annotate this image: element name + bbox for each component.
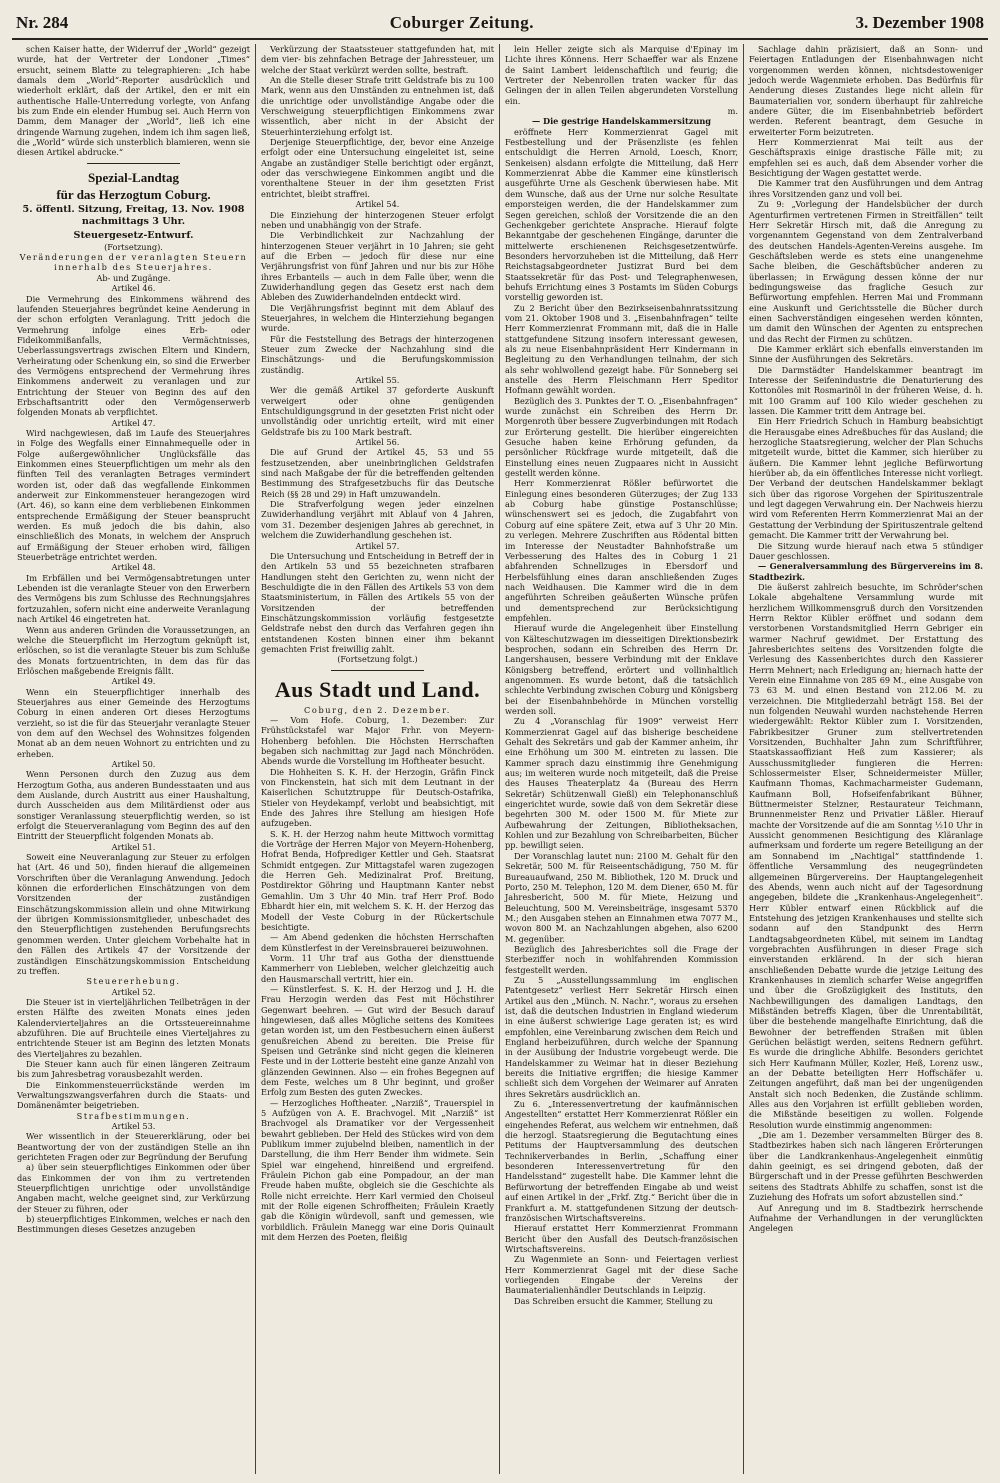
paragraph: S. K. H. der Herzog nahm heute Mittwoch vormittag die Vorträge der Herren Major von Meyern-Hohenberg, Hofrat Benda, Hofprediger Kettler und Geh. Staatsrat Schmidt entgegen. Zur Mittagstafel waren zugezogen die Herren Geh. Medizinalrat Prof. Breitung, Postdirektor Göhring und Hauptmann Kanter nebst Gemahlin. Um 3 Uhr 40 Min. traf Herr Prof. Bodo Ebhardt hier ein, mit welchem S. K. H. der Herzog das Modell der Veste Coburg in der Rückertschule besichtigte.: [261, 828, 494, 932]
article-number: Artikel 53.: [111, 1121, 156, 1131]
paragraph: a) über sein steuerpflichtiges Einkommen oder über das Einkommen der von ihm zu vertretenden Steuerpflichtigen unrichtige oder unvollständige Angaben macht, welche geeignet sind, zur Verkürzung der Steuer zu führen, oder: [17, 1162, 250, 1214]
paragraph: Die Kammer trat den Ausführungen und dem Antrag ihres Vorsitzenden ganz und voll bei.: [749, 178, 983, 199]
paragraph: Die Einziehung der hinterzogenen Steuer erfolgt neben und unabhängig von der Strafe.: [261, 209, 494, 230]
author-initial: m.: [727, 106, 738, 117]
paragraph: Wer wissentlich in der Steuererklärung, oder bei Beantwortung der von der zuständigen Stelle an ihn gerichteten Fragen oder zur Begründung der Berufung: [17, 1131, 250, 1163]
paragraph: — Am Abend gedenken die höchsten Herrschaften dem Künstlerfest in der Vereinsbrauerei beizuwohnen.: [261, 932, 494, 953]
paragraph: „Die am 1. Dezember versammelten Bürger des 8. Stadtbezirkes haben sich nach längeren Erörterungen über die Landkrankenhaus-Angelegenheit einmütig dahin geeinigt, es sei dringend geboten, daß der Bürgerschaft und in der Presse geführten Beschwerden seitens des Stadtrats Abhilfe zu schaffen, sonst ist die Zuziehung des Hofrats um sofort abzustellen sind.“: [749, 1130, 983, 1203]
paragraph: Zu 5 „Ausstellungssammlung im englischen Patentgesetz“ verliest Herr Sekretär Hirsch einen Artikel aus den „Münch. N. Nachr.“, woraus zu ersehen ist, daß die deutschen Industrien in England wiederum in eine äußerst schwierige Lage geraten ist; es wird empfohlen, eine Vereinbarung zwischen dem Reich und England herbeizuführen, durch welche der Spannung in der Ausübung der Industrie vorgebeugt werde. Die Handelskammer zu Weimar hat in dieser Beziehung bereits die Initiative ergriffen; die hiesige Kammer schließt sich dem Vorgehen der Weimarer auf Anraten ihres Sekretärs ausdrücklich an.: [505, 974, 738, 1099]
paragraph: Derjenige Steuerpflichtige, der, bevor eine Anzeige erfolgt oder eine Untersuchung eingeleitet ist, seine Angabe an zuständiger Stelle berichtigt oder ergänzt, oder das verschwiegene Einkommen angibt und die vorenthaltene Steuer in der ihm gesetzten Frist entrichtet, bleibt straffrei.: [261, 137, 494, 199]
paragraph: Wer die gemäß Artikel 37 geforderte Auskunft verweigert oder ohne genügenden Entschuldigungsgrund in der gesetzten Frist nicht oder unvollständig oder unrichtig erteilt, wird mit einer Geldstrafe bis zu 100 Mark bestraft.: [261, 385, 494, 437]
column-2: [256, 44, 500, 1474]
column-1: [12, 44, 256, 1474]
heading: für das Herzogtum Coburg.: [56, 186, 211, 202]
article-number: Artikel 47.: [111, 417, 156, 428]
paragraph: Das Schreiben ersucht die Kammer, Stellung zu: [514, 1295, 713, 1306]
paragraph: Die Vermehrung des Einkommens während des laufenden Steuerjahres begründet keine Aenderung in der schon erfolgten Veranlagung. Tritt jedoch die Vermehrung infolge eines Erb- oder Fideikommißanfalls, Vermächtnisses, Ueberlassungsvertrags zwischen Eltern und Kindern, Verheiratung oder Schenkung ein, so sind die Erwerber des Vermögens entsprechend der Vermehrung ihres Einkommens anderweit zu veranlagen und zur Entrichtung der Steuer von Beginn des auf den Erbschaftsantritt oder den Vermögenserwerb folgenden Monats ab verpflichtet.: [17, 293, 250, 418]
article-number: Artikel 51.: [111, 841, 156, 852]
paragraph: Zu 9: „Vorlegung der Handelsbücher der durch Agenturfirmen vertretenen Firmen in Streitfällen“ teilt Herr Sekretär Hirsch mit, daß die Anregung zu vorgenanntem Gegenstand von dem Zentralverband des deutschen Handels-Agenten-Vereins ausgehe. Im Geschäftsleben werde es stets eine unangenehme Sache bleiben, die Geschäftsbücher anderen zu überlassen; in Erwägung dessen könne der nur bedingungsweise das fragliche Gesuch zur Befürwortung empfehlen. Herren Mai und Frommann eine Auskunft und Gerichtsstelle die Bücher durch einen Sachverständigen eingesehen werden könnten, um damit den Wünschen der Agenten zu entsprechen und das Recht der Firmen zu schützen.: [749, 199, 983, 344]
dateline: Coburg, den 2. Dezember.: [304, 704, 451, 715]
article-number: Artikel 55.: [355, 375, 400, 385]
article-heading: — Die gestrige Handelskammersitzung: [531, 116, 712, 127]
issue-date: 3. Dezember 1908: [855, 13, 984, 32]
paragraph: Wenn ein Steuerpflichtiger innerhalb des Steuerjahres aus einer Gemeinde des Herzogtums Coburg in einen anderen Ort dieses Herzogtums verzieht, so ist die für das Steuerjahr veranlagte Steuer von dem auf den Wechsel des Wohnsitzes folgenden Monat ab an dem neuen Wohnort zu entrichten und zu erheben.: [17, 686, 250, 759]
law-heading: Steuergesetz-Entwurf.: [73, 229, 194, 241]
column-4: [744, 44, 988, 1474]
paragraph: Die Steuer ist in vierteljährlichen Teilbeträgen in der ersten Hälfte des zweiten Monats eines jeden Kalendervierteljahres an die Ortssteuereinnahme abzuführen. Die auf Bruchteile eines Vierteljahres zu entrichtende Steuer ist am Beginn des letzten Monats des Vierteljahres zu bezahlen.: [17, 996, 250, 1059]
masthead: [12, 10, 988, 40]
paragraph: Vorm. 11 Uhr traf aus Gotha der diensttuende Kammerherr von Liebleben, welcher gleichzeitig auch den Hausmarschall vertritt, hier ein.: [261, 952, 494, 984]
paragraph: Hierauf erstattet Herr Kommerzienrat Frommann Bericht über den Ausfall des Deutsch-französischen Wirtschaftsvereins.: [505, 1223, 738, 1254]
paragraph: Die Strafverfolgung wegen jeder einzelnen Zuwiderhandlung verjährt mit Ablauf von 4 Jahren, vom 31. Dezember desjenigen Jahres ab gerechnet, in welchem die Zuwiderhandlung geschehen ist.: [261, 499, 494, 541]
paragraph: Die Verjährungsfrist beginnt mit dem Ablauf des Steuerjahres, in welchem die Hinterziehung begangen wurde.: [261, 302, 494, 334]
paragraph: Herr Kommerzienrat Mai teilt aus der Geschäftspraxis einige drastische Fälle mit; zu empfehlen sei es auch, daß dem Absender vorher die Besichtigung der Wagen gestattet werde.: [749, 137, 983, 179]
paragraph: Die Darmstädter Handelskammer beantragt im Interesse der Seifenindustrie die Denaturierung des Kottonöles mit Rosmarinöl in der früheren Weise, d. h. mit 100 Gramm auf 100 Kilo wieder geschehen zu lassen. Die Kammer tritt dem Antrage bei.: [749, 364, 983, 417]
paragraph: Zu Wagenmiete an Sonn- und Feiertagen verliest Herr Kommerzienrat Gagel mit der diese Sache vorliegenden Eingabe der Vereins der Baumaterialienhändler Deutschlands in Leipzig.: [505, 1254, 738, 1296]
column-3: [500, 44, 744, 1474]
session-heading: 5. öffentl. Sitzung, Freitag, 13. Nov. 1908: [22, 203, 245, 215]
continuation-note: (Fortsetzung folgt.): [337, 654, 418, 665]
newspaper-title: Coburger Zeitung.: [389, 13, 534, 32]
continuation-note: (Fortsetzung).: [104, 241, 163, 252]
paragraph: Bezüglich des 3. Punktes der T. O. „Eisenbahnfragen“ wurde zunächst ein Schreiben des Herrn Dr. Morgenroth über bessere Zugverbindungen mit Rodach zur Erörterung gestellt. Die hierüber eingereichten Gesuche haben keine Erhörung gefunden, da persönlicher Rückfrage wurde mitgeteilt, daß die Einstellung eines neuen Zugpaares nicht in Aussicht gestellt werden könne.: [505, 395, 738, 479]
article-number: Artikel 54.: [355, 199, 400, 210]
paragraph: Soweit eine Neuveranlagung zur Steuer zu erfolgen hat (Art. 46 und 50), finden hierauf die allgemeinen Vorschriften über die Veranlagung Anwendung. Jedoch können die erforderlichen Einschätzungen von dem Vorsitzenden der zuständigen Einschätzungskommission allein und ohne Mitwirkung der übrigen Kommissionsmitglieder, unbeschadet des den Steuerpflichtigen zustehenden Berufungsrechts genommen werden. Unter gleichem Vorbehalte hat in den Fällen des Artikels 47 der Vorsitzende der zuständigen Einschätzungskommission Entscheidung zu treffen.: [17, 852, 250, 976]
paragraph: — Herzogliches Hoftheater. „Narziß“, Trauerspiel in 5 Aufzügen von A. E. Brachvogel. Mit „Narziß“ ist Brachvogel als Dramatiker vor der Vergessenheit bewahrt geblieben. Der Held des Stückes wird von dem Publikum immer zujubelnd bleiben, namentlich in der Darstellung, die ihm Herr Bender ihm widmete. Sein Spiel war eingehend, hinreißend und ergreifend. Fräulein Pichon gab eine Pompadour, an der man Freude haben mußte, obgleich sie die Geschichte als Rolle nicht erreichte. Herr Karl vermied den Choiseul mit der Rolle eigenen Schroffheiten; Fräulein Kraetly gab die Königin würdevoll, sanft und gemessen, wie vorbildlich. Fräulein Manegg war eine Doris Quinault mit dem Herzen des Poeten, fleißig: [261, 1097, 494, 1243]
article-number: Artikel 46.: [111, 283, 156, 294]
paragraph: Zu 6. „Interessenvertretung der kaufmännischen Angestellten“ erstattet Herr Kommerzienrat Rößler ein eingehendes Referat, aus welchem wir entnehmen, daß die herzogl. Staatsregierung die Begutachtung eines Petitums der Hauptversammlung des deutschen Technikerverbandes in Berlin, „Schaffung einer besonderen Interessenvertretung für den Handelsstand“ zugestellt habe. Die Kammer lehnt die Befürwortung der betreffenden Eingabe ab und weist auf einen Artikel in der „Frkf. Ztg.“ Bericht über die in Frankfurt a. M. stattgefundenen Sitzung der deutsch-französischen Wirtschaftsvereins.: [505, 1099, 738, 1223]
paragraph: Die Kammer erklärt sich ebenfalls einverstanden im Sinne der Ausführungen des Sekretärs.: [749, 343, 983, 365]
paragraph: Verkürzung der Staatssteuer stattgefunden hat, mit dem vier- bis zehnfachen Betrage der Jahressteuer, um welche der Staat verkürzt werden sollte, bestraft.: [261, 44, 494, 75]
text-columns: [12, 44, 988, 1474]
paragraph: Die auf Grund der Artikel 45, 53 und 55 festzusetzenden, aber uneinbringlichen Geldstrafen sind nach Maßgabe der für die betreffenden geltenden Bestimmung des Strafgesetzbuchs für das Deutsche Reich (§§ 28 und 29) in Haft umzuwandeln.: [261, 447, 494, 499]
paragraph: Herr Kommerzienrat Rößler befürwortet die Einlegung eines besonderen Güterzuges; der Zug 133 ab Coburg habe günstige Postanschlüsse; wünschenswert sei es jedoch, die Zugabfahrt von Coburg auf eine spätere Zeit, etwa auf 3 Uhr 20 Min. zu verlegen. Mehrere Zuschriften aus Rödental bitten im Interesse der Neustadter Bahnhofstraße um Verbesserung des Haltes des in Coburg 1 21 abfahrenden Schnellzuges in Ebersdorf und Herbelsfühlung eines daran anschließenden Zuges nach Weidhausen. Die Kammer wird die in dem angeführten Schreiben geäußerten Wünsche prüfen und dementsprechend zur Berücksichtigung empfehlen.: [505, 478, 738, 623]
article-number: Artikel 52.: [111, 986, 156, 997]
paragraph: Im Erbfällen und bei Vermögensabtretungen unter Lebenden ist die veranlagte Steuer von den Erwerbern des Vermögens bis zum Schlusse des Rechnungsjahres fortzuzahlen, sofern nicht eine anderweite Veranlagung nach Artikel 46 eingetreten hat.: [17, 572, 250, 625]
paragraph: — Künstlerfest. S. K. H. der Herzog und J. H. die Frau Herzogin werden das Fest mit Höchstihrer Gegenwart beehren. — Gut wird der Besuch darauf hingewiesen, daß alles Mögliche seitens des Komitees getan worden ist, um den Festbesuchern einen äußerst genußreichen Abend zu bereiten. Die Preise für Speisen und Getränke sind nicht gegen die kleineren Feste und in der Lotterie besteht eine ganze Anzahl von glänzenden Gewinnen. Also — ein frohes Begegnen auf dem Feste, welches um 8 Uhr beginnt, und großer Erfolg zum Besten des guten Zweckes.: [261, 983, 494, 1098]
paragraph: Die Verbindlichkeit zur Nachzahlung der hinterzogenen Steuer verjährt in 10 Jahren; sie geht auf die Erben — jedoch für diese nur eine Verjährungsfrist von fünf Jahren und nur bis zur Höhe ihres Erbanteils — auch in dem Falle über, wenn die Zuwiderhandlung gegen das Gesetz erst nach dem Ableben des Zuwiderhandelnden entdeckt wird.: [261, 230, 494, 303]
paragraph: Der Voranschlag lautet nun: 2100 M. Gehalt für den Sekretär, 500 M. für Reiseentschädigung, 750 M. für Bureauaufwand, 250 M. Bibliothek, 120 M. Druck und Porto, 250 M. Telephon, 120 M. dem Diener, 650 M. für Jahresbericht, 500 M. für Miete, Heizung und Beleuchtung, 500 M. Vereinsbeiträge, insgesamt 5370 M.; den Ausgaben stehen an Einnahmen etwa 7077 M., wovon 800 M. an Nachzahlungen abgehen, also 6200 M. gegenüber.: [505, 850, 738, 944]
paragraph: Wird nachgewiesen, daß im Laufe des Steuerjahres in Folge des Wegfalls einer Einnahmequelle oder in Folge außergewöhnlicher Unglücksfälle das Einkommen eines Steuerpflichtigen um mehr als den fünften Teil des veranlagten Betrages vermindert worden ist, oder daß das wegfallende Einkommen anderweit zur Einkommensteuer herangezogen wird (Art. 46), so kann eine dem verbliebenen Einkommen entsprechende Ermäßigung der Steuer beansprucht werden. Es muß jedoch die bis dahin, also einschließlich des Monats, in welchem der Anspruch auf Ermäßigung der Steuer erhoben wird, fälligen Steuerbeträge entrichtet werden.: [17, 427, 250, 563]
section-heading: Aus Stadt und Land.: [274, 676, 481, 702]
article-number: Artikel 56.: [355, 437, 400, 448]
paragraph: Hierauf wurde die Angelegenheit über Einstellung von Kälteschutzwagen im diesseitigen Direktionsbezirk besprochen, sodann ein Schreiben des Herrn Dr. Langershausen, bessere Verbindung mit der Enklave Königsberg betreffend, erörtert und vollinhaltlich angenommen. Es wurde betont, daß die tatsächlich schlechte Verbindung zwischen Coburg und Königsberg bei der Eisenbahnbehörde in München vorstellig werden soll.: [505, 623, 738, 716]
issue-number: Nr. 284: [16, 13, 69, 32]
paragraph: Auf Anregung und im 8. Stadtbezirk herrschende Aufnahme der Verhandlungen in der verunglückten Angelegen: [749, 1202, 983, 1234]
article-number: Artikel 50.: [111, 758, 156, 769]
paragraph: Für die Feststellung des Betrags der hinterzogenen Steuer zum Zwecke der Nachzahlung sind die Einschätzungs- und die Berufungskommission zuständig.: [261, 333, 494, 375]
article-number: Artikel 49.: [111, 676, 156, 687]
article-number: Artikel 57.: [355, 540, 400, 551]
divider: [331, 670, 424, 671]
paragraph: Ein Herr Friedrich Schuch in Hamburg beabsichtigt die Herausgabe eines Adreßbuches für das Ausland; die herzogliche Staatsregierung, welcher der Plan Schuchs mitgeteilt wurde, bittet die Kammer, sich hierüber zu äußern. Die Kammer lehnt jegliche Befürwortung hierüber ab, da ein öffentliches Interesse nicht vorliegt. Der Verband der deutschen Handelskammer beklagt sich über das rigorose Vorgehen der Spirituszentrale und legt dagegen Verwahrung ein. Der Nachweis hierzu wird vom Referenten Herrn Kommerzienrat Mai an der Gestattung der Verbindung der Spirituszentrale geltend gemacht. Die Kammer tritt der Verwahrung bei.: [749, 416, 983, 541]
paragraph: Sachlage dahin präzisiert, daß an Sonn- und Feiertagen Entladungen der Eisenbahnwagen nicht vorgenommen werden können, nichtsdestoweniger jedoch werde Wagenmiete erhoben. Das Bedürfnis für Aenderung dieses Zustandes liege nicht allein für Baumaterialien vor, sondern überhaupt für zahlreiche andere Güter, die im Eisenbahnbetrieb befördert werden. Referent beantragt, dem Gesuche in erweiterter Form beizutreten.: [749, 44, 983, 137]
paragraph: An die Stelle dieser Strafe tritt Geldstrafe bis zu 100 Mark, wenn aus den Umständen zu entnehmen ist, daß die unrichtige oder unvollständige Angabe oder die Verschweigung steuerpflichtigen Einkommens zwar wissentlich, aber nicht in der Absicht der Steuerhinterziehung erfolgt ist.: [261, 75, 494, 137]
paragraph: Die Steuer kann auch für einen längeren Zeitraum bis zum Jahresbetrag vorausbezahlt werden.: [17, 1058, 250, 1080]
paragraph: Zu 2 Bericht über den Bezirkseisenbahnratssitzung vom 21. Oktober 1908 und 3. „Eisenbahnfragen“ teilte Herr Kommerzienrat Frommann mit, daß die in Halle stattgefundene Sitzung insofern interessant gewesen, als zu neue Eisenbahnpräsident Herr Kindermann in Begleitung zu den Verhandlungen teilnahm, der sich als sehr wohlwollend gezeigt habe. Für Sonneberg sei anstelle des Herrn Fleischmann Herr Speditor Hofmann gewählt worden.: [505, 302, 738, 396]
paragraph: Zu 4 „Voranschlag für 1909“ verweist Herr Kommerzienrat Gagel auf das bisherige bescheidene Gehalt des Sekretärs und gab der Kammer anheim, ihr eine Erhöhung um 300 M. eintreten zu lassen. Die Kammer sprach dazu einstimmig ihre Genehmigung aus; im weiteren wurde noch mitgeteilt, daß die Preise des Hauses Theaterplatz 4a (Bureau des Herrn Sekretär) Schützenwall Gießl) ein Telephonanschluß eingerichtet wurde, sowie daß von dem Sekretär diese begehrten 300 M. oder 1500 M. für Miete zur Aufbewahrung der Zeitungen, Bibliotheksachen, Kohlen und zur Bezahlung von Schreibarbeiten, Bücher pp. bewilligt seien.: [505, 716, 738, 851]
paragraph: Die Hohheiten S. K. H. der Herzogin, Gräfin Finck von Finckenstein, hat sich mit dem Leutnant in der Kaiserlichen Schutztruppe für Deutsch-Ostafrika, Stieler von Heydekampf, verlobt und beabsichtigt, mit Ende des Jahres ihre Stellung am hiesigen Hofe aufzugeben.: [261, 766, 494, 829]
paragraph: — Vom Hofe. Coburg, 1. Dezember: Zur Frühstückstafel war Major Frhr. von Meyern-Hohenberg befohlen. Die Höchsten Herrschaften begaben sich nachmittag zur Jagd nach Mönchröden. Abends wurde die Vorstellung im Hoftheater besucht.: [261, 714, 494, 767]
paragraph: Die Einkommensteuerrückstände werden im Verwaltungszwangsverfahren durch die Staats- und Domänenämter beigetrieben.: [17, 1079, 250, 1111]
paragraph: Wenn Personen durch den Zuzug aus dem Herzogtum Gotha, aus anderen Bundesstaaten und aus dem Auslande, durch Austritt aus einer Haushaltung, durch Ausscheiden aus dem Militärdienst oder aus sonstiger Veranlassung steuerpflichtig werden, so ist erfolgt die Steuerveranlagung vom Beginn des auf den Eintritt der Steuerpflicht folgenden Monats ab.: [17, 769, 250, 842]
heading: Spezial-Landtag: [87, 169, 179, 185]
paragraph: Die Untersuchung und Entscheidung in Betreff der in den Artikeln 53 und 55 bezeichneten strafbaren Handlungen steht den Gerichten zu, wenn nicht der Beschuldigte die in den Fällen des Artikels 53 von dem Staatsministerium, in Fällen des Artikels 55 von der Vorsitzenden der betreffenden Einschätzungskommission vorläufig festgesetzte Geldstrafe nebst den durch das Verfahren gegen ihn entstandenen Kosten binnen einer ihm bekannt gemachten Frist freiwillig zahlt.: [261, 550, 494, 654]
subheading: Ab- und Zugänge.: [96, 272, 171, 283]
paragraph: Die Sitzung wurde hierauf nach etwa 5 stündiger Dauer geschlossen.: [749, 540, 983, 561]
paragraph: schen Kaiser hatte, der Widerruf der „World“ gezeigt wurde, hat der Vertreter der Londoner „Times“ ersucht, seinem Blatte zu telegraphieren: „Ich habe damals dem „World“-Reporter ausdrücklich und wiederholt erklärt, daß der Artikel, den er mit ein authentische Halle-Unterredung vorlegte, von Anfang bis zum Ende ein elender Humbug sei. Auch Herrn von Damm, dem Manager der „World“, ließ ich eine dringende Warnung zugehen, indem ich ihm sagen ließ, die „World“ würde sich unsterblich blamieren, wenn sie diesen Artikel abdrucke.“: [17, 44, 250, 158]
paragraph: Wenn aus anderen Gründen die Voraussetzungen, an welche die Steuerpflicht im Herzogtum geknüpft ist, erlöschen, so ist die veranlagte Steuer bis zum Schluße des Monats fortzuentrichten, in dem das für das Erlöschen maßgebende Ereignis fällt.: [17, 624, 250, 676]
paragraph: Die äußerst zahlreich besuchte, im Schröder'schen Lokale abgehaltene Versammlung wurde mit herzlichem Willkommensgruß durch den Vorsitzenden Herrn Rektor Kübler eröffnet und sodann dem verstorbenen Vorstandsmitglied Herrn Gebriger ein warmer Nachruf gewidmet. Der Erstattung des Jahresberichtes seitens des Vorsitzenden folgte die Verlesung des Kassenberichtes durch den Kassierer Herrn Mehnert; nach Erledigung an; hiernach hatte der Verein eine Einnahme von 285 69 M., eine Ausgabe von 73 63 M. und einen Bestand von 212.06 M. zu verzeichnen. Die Mitgliederzahl beträgt 158. Bei der nun folgenden Neuwahl wurden nachstehende Herren wiedergewählt: Rektor Kübler zum I. Vorsitzenden, Fabrikbesitzer Gruner zum stellvertretenden Vorsitzenden, Buchhalter Jahn zum Schriftführer, Staatskassaoffiziant Heß zum Kassierer; als Ausschussmitglieder fungieren die Herren: Schlossermeister Elser, Schneidermeister Müller, Kaufmann Thomas, Kachmacharmeister Gudemann, Kaufmann Boll, Hofseifenfabrikant Bühner, Büttnermeister Stelzner, Restaurateur Teichmann, Brunnenmeister Renz und Privatier Läßler. Hierauf machte der Vorsitzende auf die am Sonntag ½10 Uhr in Aussicht genommenen Besichtigung des Kläranlage aufmerksam und forderte um regere Beteiligung an der am Sonnabend im „Nachtigal“ stattfindende 1. öffentliche Versammlung des neugegründeten allgemeinen Bürgervereins. Der Hauptangelegenheit des Abends, wenn auch nicht auf der Tagesordnung angegeben, bildete die „Krankenhaus-Angelegenheit“. Herr Kübler entwarf einen Rückblick auf die Entstehung des jetzigen Krankenhauses und stellte sich sodann auf den Standpunkt des Herrn Landtagsabgeordneten Kübel, mit seinem im Landtag vorgebrachten Ausführungen in dieser Frage sich einverstanden erklärend. In der sich hieran anschließenden Debatte wurde die jetzige Leitung des Krankenhauses in ziemlich scharfer Weise angegriffen und über die Großzügigkeit des Instituts, den Nachbewilligungen des damaligen Landtags, den Mißständen betreffs Klagen, über die Unrentabilität, über die bestehende mangelhafte Einrichtung, daß die Bewohner der betreffenden Straßen mit üblen Gerüchen belästigt werden, seitens Rednern geführt. Es wurde die dringliche Abhilfe. Besonders gerichtet sich Herr Kaufmann Müller, Kozler, Heß, Lorenz usw., an der Debatte beteiligten Herr Hoffschäfer u. Zeitungen angeführt, daß man bei der ungenügenden Anstalt sich noch Bedenken, die Zustände schlimm. Alles aus den Vorjahren ist erfüllt geblieben worden, die Mißstände beseitigen zu wollen. Folgende Resolution wurde einstimmig angenommen:: [749, 581, 983, 1130]
session-time: nachmittags 3 Uhr.: [81, 215, 186, 227]
subheading: Veränderungen der veranlagten Steuern innerhalb des Steuerjahres.: [19, 252, 248, 273]
paragraph: lein Heller zeigte sich als Marquise d'Epinay im Lichte ihres Könnens. Herr Schaeffer war als Enzene de Saint Lambert leidenschaftlich und feurig; die Vertreter der Nebenrollen traten wacker für das Gelingen der in allen Teilen abgerundeten Vorstellung ein.: [505, 44, 738, 106]
divider: [87, 163, 180, 164]
paragraph: b) steuerpflichtiges Einkommen, welches er nach den Bestimmungen dieses Gesetzes anzugeben: [17, 1214, 250, 1235]
subheading: Steuererhebung.: [86, 976, 181, 987]
paragraph: Bezüglich des Jahresberichtes soll die Frage der Sterbeziffer noch in wohlfahrenden Kommission festgestellt werden.: [505, 943, 738, 975]
paragraph: eröffnete Herr Kommerzienrat Gagel mit Festbestellung und der Präsenzliste (es fehlen entschuldigt die Herren Arnold, Loesch, Knorr, Senkeisen) alsdann erfolgte die Mitteilung, daß Herr Kommerzienrat Abbe die Kammer eine künstlerisch ausgeführte Urne als Geschenk überwiesen habe. Mit dem Wunsche, daß aus der Urne nur solche Resultate emporsteigen werden, die der Handelskammer zum Segen gereichen, schloß der Vorsitzende die an den Gechenkgeber gerichtete Ansprache. Hierauf folgte Bekanntgabe der geschehenen Eingänge, darunter die mittelwerte erschienenen Reichsgesetzentwürfe. Besonders hervorzuheben ist die Mitteilung, daß Herr Reichstagsabgeordneter Justizrat Burd bei dem Staatssekretär für das Post- und Telegraphenwesen, behufs Errichtung eines 3 Postamts im Süden Coburgs vorstellig geworden ist.: [505, 126, 738, 303]
article-number: Artikel 48.: [111, 562, 156, 573]
subheading: Strafbestimmungen.: [76, 1110, 191, 1121]
article-heading: — Generalversammlung des Bürgervereins im 8. Stadtbezirk.: [749, 561, 983, 582]
